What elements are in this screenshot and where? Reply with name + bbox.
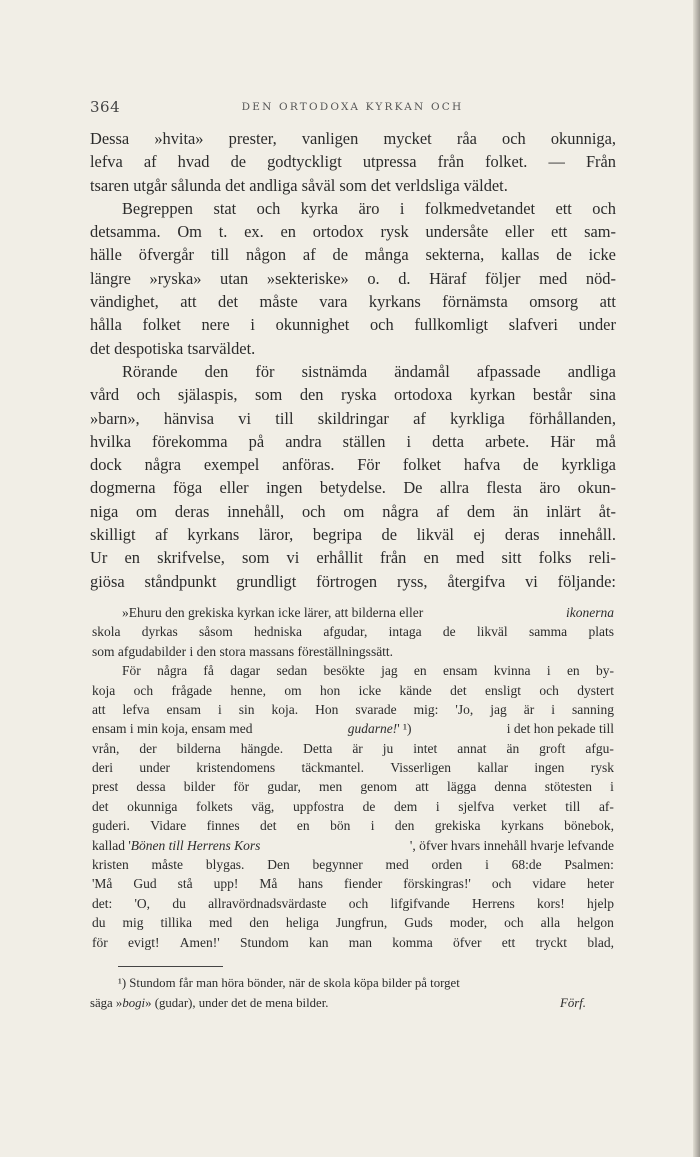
quote-line: guderi. Vidare finnes det en bön i den grekiska kyrkans bönebok, bbox=[92, 818, 614, 834]
page-number: 364 bbox=[90, 98, 121, 116]
quote-line bbox=[92, 836, 614, 855]
quote-line: 'Må Gud stå upp! Må hans fiender förskingras!' och vidare heter bbox=[92, 876, 614, 892]
text-line: giösa ståndpunkt grundligt förtrogen ryss, återgifva vi följande: bbox=[90, 571, 616, 591]
quote-text: ', öfver hvars innehåll hvarje lefvande bbox=[409, 837, 614, 853]
text-line: »barn», hänvisa vi till skildringar af kyrkliga förhållanden, bbox=[90, 408, 616, 428]
text-line: Dessa »hvita» prester, vanligen mycket råa och okunniga, bbox=[90, 129, 616, 148]
text-line: hålla folket nere i okunnighet och fullkomligt slafveri under bbox=[90, 315, 616, 335]
main-text bbox=[90, 127, 616, 952]
quote-line: deri under kristendomens täckmantel. Visserligen kallar ingen rysk bbox=[92, 760, 614, 776]
footnote-ref: ' ¹) bbox=[397, 721, 412, 737]
quote-line: koja och frågade henne, om hon icke kände det ensligt och dystert bbox=[92, 682, 614, 698]
quote-line: som afgudabilder i den stora massans föreställningssätt. bbox=[92, 643, 394, 659]
text-line: detsamma. Om t. ex. en ortodox rysk undersåte eller ett sam- bbox=[90, 222, 616, 242]
text-line: niga om deras innehåll, och om några af dem än inlärt åt- bbox=[90, 501, 616, 521]
footnote-rule bbox=[118, 966, 223, 967]
text-line: dock några exempel anföras. För folket hafva de kyrkliga bbox=[90, 455, 616, 475]
emphasis-ikonerna: ikonerna bbox=[566, 604, 614, 620]
text-line: hvilka förekomma på andra ställen i detta arbete. Här må bbox=[90, 431, 616, 451]
quote-line: skola dyrkas såsom hedniska afgudar, intaga de likväl samma plats bbox=[92, 624, 614, 640]
footnote-marker: ¹) bbox=[118, 976, 127, 990]
footnote-line bbox=[90, 973, 616, 993]
running-title: DEN ORTODOXA KYRKAN OCH bbox=[241, 101, 464, 113]
quote-text: »Ehuru den grekiska kyrkan icke lärer, att bilderna eller bbox=[122, 604, 427, 620]
footnote-line bbox=[90, 993, 616, 1013]
quote-text: i det hon pekade till bbox=[503, 721, 614, 737]
author-signature: Förf. bbox=[560, 996, 586, 1010]
page-header bbox=[90, 98, 615, 120]
quote-text: kallad ' bbox=[92, 837, 131, 853]
text-line: lefva af hvad de godtyckligt utpressa från folket. — Från bbox=[90, 152, 616, 172]
quote-line: vrån, der bilderna hängde. Detta är ju intet annat än groft afgu- bbox=[92, 740, 614, 756]
text-line: Ur en skrifvelse, som vi erhållit från en med sitt folks reli- bbox=[90, 548, 616, 568]
text-line: längre »ryska» utan »sekteriske» o. d. Häraf följer med nöd- bbox=[90, 268, 616, 288]
emphasis-gudarne: gudarne! bbox=[347, 721, 398, 737]
quote-line: att lefva ensam i sin koja. Hon svarade mig: 'Jo, jag är i sanning bbox=[92, 701, 614, 717]
quote-line: kristen måste blygas. Den begynner med orden i 68:de Psalmen: bbox=[92, 857, 614, 873]
footnote-text: Stundom får man höra bönder, när de skola köpa bilder på torget bbox=[126, 976, 460, 990]
quote-text: ensam i min koja, ensam med bbox=[92, 721, 256, 737]
quote-line: För några få dagar sedan besökte jag en ensam kvinna i en by- bbox=[122, 663, 614, 679]
text-line: skilligt af kyrkans läror, begripa de likväl ej deras innehåll. bbox=[90, 525, 616, 545]
text-line: tsaren utgår sålunda det andliga såväl som det verldsliga väldet. bbox=[90, 175, 508, 195]
text-line: hälle öfvergår till någon af de många sekterna, kallas de icke bbox=[90, 245, 616, 265]
quote-line bbox=[92, 603, 614, 622]
emphasis-bonen: Bönen till Herrens Kors bbox=[130, 837, 261, 853]
quote-line bbox=[92, 719, 614, 738]
text-line: Begreppen stat och kyrka äro i folkmedvetandet ett och bbox=[122, 198, 616, 218]
footnote-text: » (gudar), under det de mena bilder. bbox=[145, 996, 329, 1010]
emphasis-bogi: bogi bbox=[122, 996, 146, 1010]
quote-line: det: 'O, du allravördnadsvärdaste och lifgifvande Herrens kors! hjelp bbox=[92, 895, 614, 911]
text-line: dogmerna föga eller ingen betydelse. De allra flesta äro okun- bbox=[90, 478, 616, 498]
page-edge bbox=[693, 0, 700, 1157]
text-line: vård och själaspis, som den ryska ortodoxa kyrkan består sina bbox=[90, 385, 616, 405]
footnote bbox=[90, 973, 616, 1013]
text-line: vändighet, att det måste vara kyrkans förnämsta omsorg att bbox=[90, 292, 616, 312]
quote-line: för evigt! Amen!' Stundom kan man komma öfver ett tryckt blad, bbox=[92, 934, 614, 950]
quote-line: prest dessa bilder för gudar, men genom att lägga denna stötesten i bbox=[92, 779, 614, 795]
quote-line: det okunniga folkets väg, uppfostra de dem i sjelfva verket till af- bbox=[92, 798, 614, 814]
text-line: det despotiska tsarväldet. bbox=[90, 338, 256, 358]
footnote-text: säga » bbox=[90, 996, 123, 1010]
quote-line: du mig tillika med den heliga Jungfrun, Guds moder, och alla helgon bbox=[92, 915, 614, 931]
text-line: Rörande den för sistnämda ändamål afpassade andliga bbox=[122, 361, 616, 381]
quoted-letter bbox=[90, 603, 616, 952]
